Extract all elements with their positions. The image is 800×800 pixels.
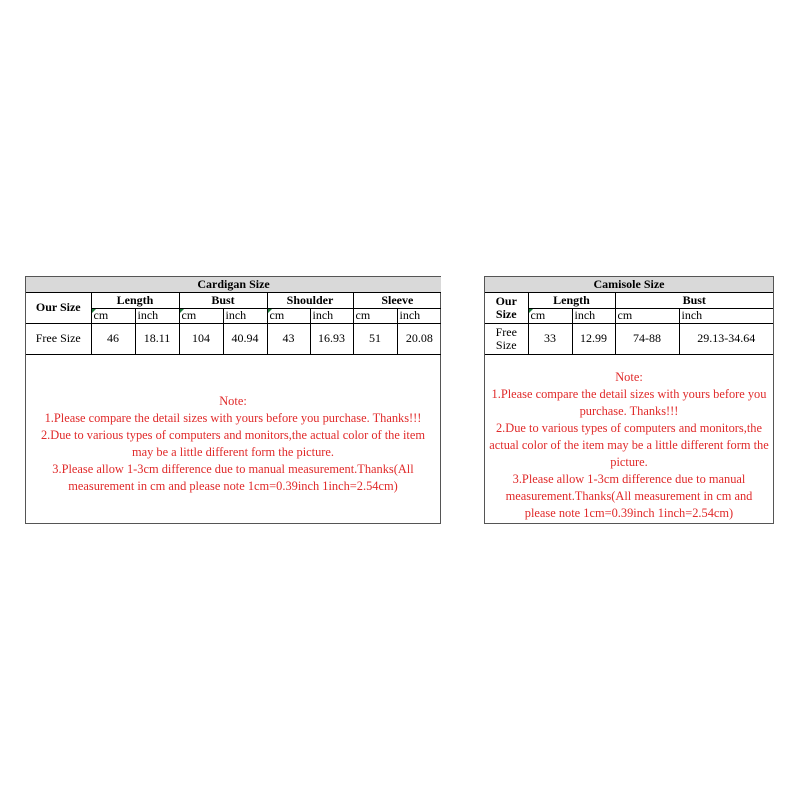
value-cell: 46: [91, 324, 135, 355]
note-line: 2.Due to various types of computers and monitors,the actual color of the item may be a little different form the picture.: [489, 421, 769, 469]
unit-cell: [679, 309, 773, 324]
unit-label: cm: [181, 308, 197, 323]
unit-label: cm: [617, 308, 633, 323]
unit-label: inch: [574, 308, 596, 323]
camisole-size-table: [485, 277, 773, 355]
unit-label: inch: [225, 308, 247, 323]
value-cell: 43: [267, 324, 310, 355]
unit-cell: [615, 309, 679, 324]
our-size-header: Our Size: [485, 293, 528, 324]
size-label: Free Size: [26, 324, 91, 355]
unit-label: cm: [530, 308, 546, 323]
unit-cell: [91, 309, 135, 324]
cell-marker: [529, 309, 533, 313]
value-cell: 74-88: [615, 324, 679, 355]
note-line: 3.Please allow 1-3cm difference due to manual measurement.Thanks(All measurement in cm and please note 1cm=0.39inch 1inch=2.54cm): [505, 472, 753, 520]
cell-marker: [92, 309, 96, 313]
unit-cell: [135, 309, 179, 324]
our-size-header: Our Size: [26, 293, 91, 324]
value-cell: 51: [353, 324, 397, 355]
unit-label: cm: [93, 308, 109, 323]
unit-label: inch: [681, 308, 703, 323]
column-header-length: Length: [528, 293, 615, 309]
unit-cell: [179, 309, 223, 324]
size-note: [485, 369, 773, 522]
cardigan-size-table: [26, 277, 441, 355]
camisole-size-chart: [484, 276, 774, 524]
size-label: Free Size: [485, 324, 528, 355]
cardigan-size-chart: [25, 276, 441, 524]
value-cell: 104: [179, 324, 223, 355]
unit-label: cm: [355, 308, 371, 323]
unit-cell: [267, 309, 310, 324]
note-heading: Note:: [615, 370, 643, 384]
value-cell: 40.94: [223, 324, 267, 355]
cell-marker: [268, 309, 272, 313]
value-cell: 20.08: [397, 324, 441, 355]
unit-label: inch: [137, 308, 159, 323]
note-line: 1.Please compare the detail sizes with yours before you purchase. Thanks!!!: [44, 411, 422, 425]
table-row: [26, 324, 441, 355]
column-header-bust: Bust: [615, 293, 773, 309]
unit-cell: [397, 309, 441, 324]
size-note: [26, 393, 440, 495]
unit-cell: [353, 309, 397, 324]
note-line: 2.Due to various types of computers and monitors,the actual color of the item may be a little different form the picture.: [40, 428, 425, 459]
column-header-sleeve: Sleeve: [353, 293, 441, 309]
column-header-length: Length: [91, 293, 179, 309]
table-title: Camisole Size: [485, 277, 773, 293]
value-cell: 16.93: [310, 324, 353, 355]
value-cell: 12.99: [572, 324, 615, 355]
cell-marker: [180, 309, 184, 313]
unit-label: inch: [312, 308, 334, 323]
unit-cell: [223, 309, 267, 324]
column-header-bust: Bust: [179, 293, 267, 309]
note-line: 1.Please compare the detail sizes with yours before you purchase. Thanks!!!: [491, 387, 767, 418]
unit-cell: [310, 309, 353, 324]
unit-cell: [572, 309, 615, 324]
value-cell: 33: [528, 324, 572, 355]
table-row: [485, 324, 773, 355]
value-cell: 29.13-34.64: [679, 324, 773, 355]
unit-cell: [528, 309, 572, 324]
unit-label: cm: [269, 308, 285, 323]
unit-label: inch: [399, 308, 421, 323]
value-cell: 18.11: [135, 324, 179, 355]
note-heading: Note:: [219, 394, 247, 408]
note-line: 3.Please allow 1-3cm difference due to manual measurement.Thanks(All measurement in cm and please note 1cm=0.39inch 1inch=2.54cm): [52, 462, 414, 493]
table-title: Cardigan Size: [26, 277, 441, 293]
column-header-shoulder: Shoulder: [267, 293, 353, 309]
